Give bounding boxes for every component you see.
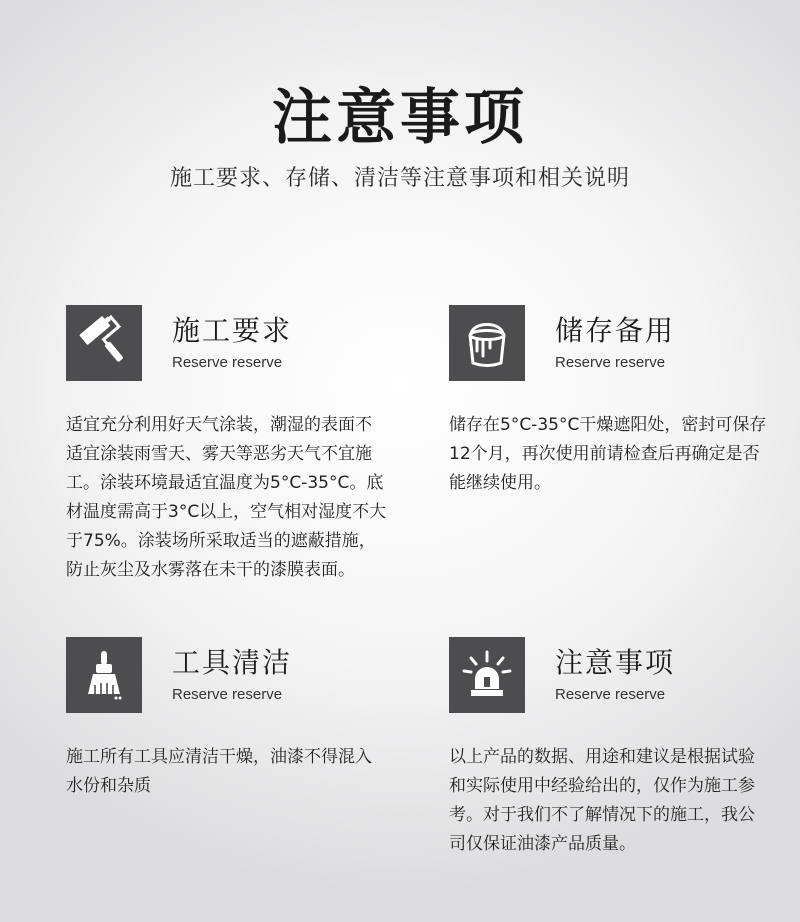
page-title: 注意事项 — [272, 83, 528, 153]
paint-roller-icon — [66, 305, 142, 381]
warning-light-icon — [449, 637, 525, 713]
card-title: 工具清洁 — [172, 646, 293, 679]
card-body: 以上产品的数据、用途和建议是根据试验和实际使用中经验给出的，仅作为施工参考。对于我们不了解情况下的施工，我公司仅保证油漆产品质量。 — [449, 747, 755, 854]
card-title: 注意事项 — [555, 646, 676, 679]
card-body: 适宜充分利用好天气涂装，潮湿的表面不适宜涂装雨雪天、雾天等恶劣天气不宜施工。涂装环境最适宜温度为5°C-35°C。底材温度需高于3°C以上，空气相对湿度不大于75%。涂装场所采取适当的遮蔽措施，防止灰尘及水雾落在未干的漆膜表面。 — [66, 415, 387, 580]
card-subtitle: Reserve reserve — [172, 686, 283, 703]
card-subtitle: Reserve reserve — [555, 354, 666, 371]
card-body: 施工所有工具应清洁干燥，油漆不得混入水份和杂质 — [66, 747, 372, 796]
card-body: 储存在5°C-35°C干燥遮阳处，密封可保存12个月，再次使用前请检查后再确定是否能继续使用。 — [449, 415, 767, 493]
card-title: 施工要求 — [172, 314, 293, 347]
paint-bucket-icon — [449, 305, 525, 381]
card-title: 储存备用 — [555, 314, 676, 347]
page-subtitle: 施工要求、存储、清洁等注意事项和相关说明 — [169, 166, 630, 191]
card-subtitle: Reserve reserve — [555, 686, 666, 703]
card-subtitle: Reserve reserve — [172, 354, 283, 371]
brush-icon — [66, 637, 142, 713]
